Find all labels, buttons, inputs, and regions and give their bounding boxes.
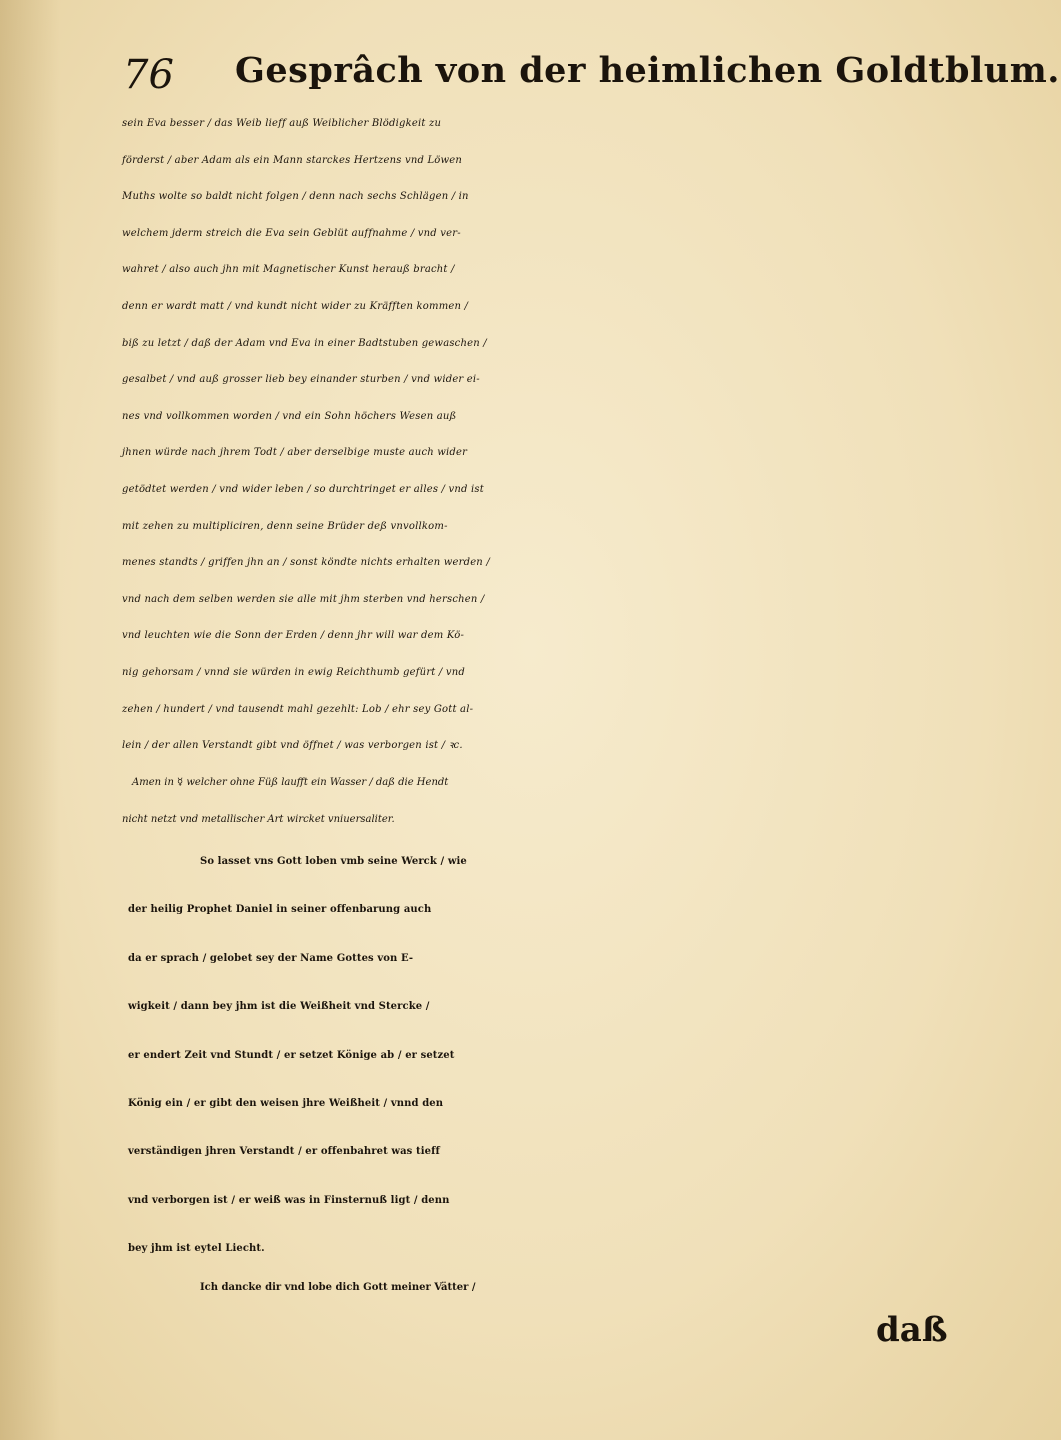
- text-line: wahret / also auch jhn mit Magnetischer Kunst herauß bracht /: [122, 264, 455, 276]
- text-line: vnd verborgen ist / er weiß was in Finsternuß ligt / denn: [128, 1194, 450, 1206]
- text-line: nicht netzt vnd metallischer Art wircket vniuersaliter.: [122, 814, 395, 825]
- text-line: König ein / er gibt den weisen jhre Weißheit / vnnd den: [128, 1097, 444, 1109]
- text-line: lein / der allen Verstandt gibt vnd öffnet / was verborgen ist / ꝛc.: [122, 740, 463, 752]
- text-line: Amen in ☿ welcher ohne Füß laufft ein Wasser / daß die Hendt: [132, 777, 449, 788]
- page-number: 76: [123, 52, 174, 98]
- text-line: getödtet werden / vnd wider leben / so durchtringet er alles / vnd ist: [122, 483, 484, 495]
- text-line: da er sprach / gelobet sey der Name Gottes von E-: [128, 952, 414, 964]
- text-line: mit zehen zu multipliciren, denn seine Brüder deß vnvollkom-: [122, 520, 448, 532]
- binding-shadow: [0, 0, 60, 1440]
- text-line: denn er wardt matt / vnd kundt nicht wider zu Kräfften kommen /: [122, 300, 469, 312]
- text-line: vnd leuchten wie die Sonn der Erden / denn jhr will war dem Kö-: [122, 630, 465, 642]
- text-line: welchem jderm streich die Eva sein Geblüt auffnahme / vnd ver-: [122, 227, 461, 239]
- text-line: verständigen jhren Verstandt / er offenbahret was tieff: [128, 1146, 440, 1158]
- text-line: bey jhm ist eytel Liecht.: [128, 1243, 265, 1255]
- text-line: Muths wolte so baldt nicht folgen / denn nach sechs Schlägen / in: [122, 191, 469, 203]
- page-header: [115, 46, 1060, 106]
- catchword: daß: [876, 1310, 948, 1350]
- text-line: förderst / aber Adam als ein Mann starckes Hertzens vnd Löwen: [122, 154, 463, 166]
- text-line: der heilig Prophet Daniel in seiner offenbarung auch: [128, 904, 432, 916]
- text-line: jhnen würde nach jhrem Todt / aber derselbige muste auch wider: [122, 447, 468, 459]
- text-line: Ich dancke dir vnd lobe dich Gott meiner Vätter /: [200, 1282, 476, 1293]
- text-line: sein Eva besser / das Weib lieff auß Weiblicher Blödigkeit zu: [122, 118, 442, 129]
- text-line: nig gehorsam / vnnd sie würden in ewig Reichthumb gefürt / vnd: [122, 666, 465, 678]
- text-line: vnd nach dem selben werden sie alle mit jhm sterben vnd herschen /: [122, 593, 485, 605]
- amen-paragraph: [122, 764, 962, 838]
- running-head: Gesprâch von der heimlichen Goldtblum.: [235, 50, 1060, 91]
- text-line: wigkeit / dann bey jhm ist die Weißheit vnd Stercke /: [128, 1001, 430, 1013]
- text-line: gesalbet / vnd auß grosser lieb bey einander sturben / vnd wider ei-: [122, 374, 480, 386]
- text-line: nes vnd vollkommen worden / vnd ein Sohn höchers Wesen auß: [122, 410, 457, 422]
- large-print-paragraph: [128, 838, 968, 1274]
- text-line: biß zu letzt / daß der Adam vnd Eva in einer Badtstuben gewaschen /: [122, 337, 487, 349]
- text-line: er endert Zeit vnd Stundt / er setzet Könige ab / er setzet: [128, 1049, 455, 1061]
- text-line: menes standts / griffen jhn an / sonst köndte nichts erhalten werden /: [122, 557, 490, 569]
- text-line: So lasset vns Gott loben vmb seine Werck / wie: [200, 856, 467, 867]
- small-print-paragraph: [122, 106, 962, 765]
- closing-paragraph: [200, 1264, 960, 1312]
- text-line: zehen / hundert / vnd tausendt mahl gezehlt: Lob / ehr sey Gott al-: [122, 703, 474, 715]
